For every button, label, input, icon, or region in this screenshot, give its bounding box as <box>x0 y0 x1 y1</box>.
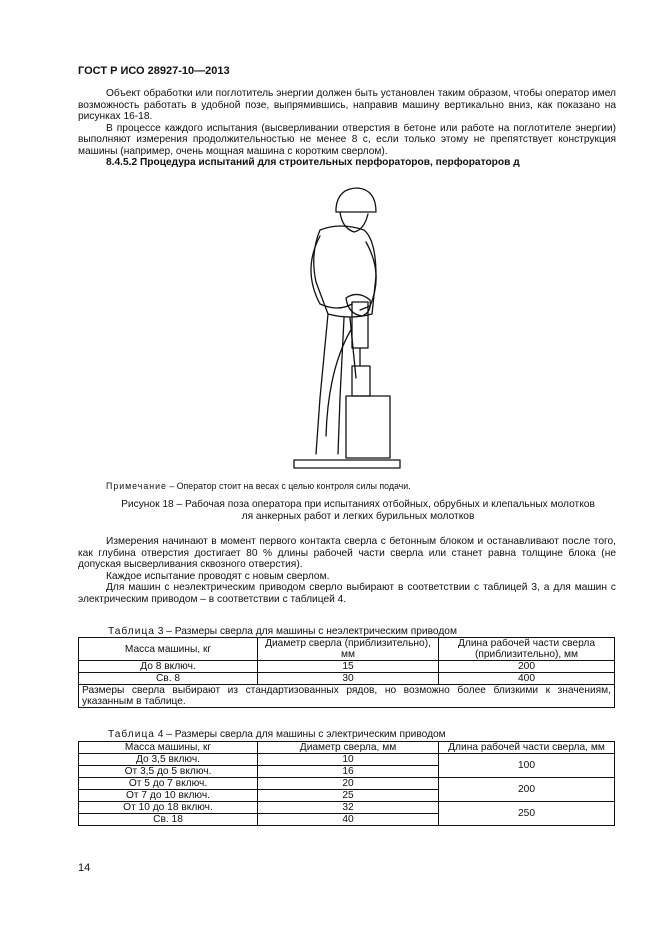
table3-footnote: Размеры сверла выбирают из стандартизованных рядов, но возможно более близкими к значениям, указанным в таблице. <box>79 685 615 708</box>
table-header-cell: Диаметр сверла (приблизительно), мм <box>258 638 439 661</box>
intro-section <box>78 88 616 169</box>
operator-figure <box>280 178 410 478</box>
table-cell-merged: 100 <box>439 754 615 778</box>
caption-line-2: ля анкерных работ и легких бурильных молотков <box>241 511 475 522</box>
table-cell: До 8 включ. <box>79 661 258 673</box>
caption-line-1: Рисунок 18 – Рабочая поза оператора при испытаниях отбойных, обрубных и клепальных молотков <box>121 499 595 510</box>
table-cell: Св. 18 <box>79 814 258 826</box>
page-number: 14 <box>78 862 91 874</box>
intro-paragraph-2: В процессе каждого испытания (высверливании отверстия в бетоне или работе на поглотителе энергии) выполняют измерения продолжительностью не менее 8 с, если только этому не препятствует конструкция машины (например, очень мощная машина с коротким сверлом). <box>78 122 616 157</box>
table-header-cell: Длина рабочей части сверла, мм <box>439 742 615 754</box>
body-paragraph-3: Для машин с неэлектрическим приводом сверло выбирают в соответствии с таблицей 3, а для машин с электрическим приводом – в соответствии с таблицей 4. <box>78 582 616 605</box>
table-cell: 25 <box>258 790 439 802</box>
table-cell: 20 <box>258 778 439 790</box>
table-cell: 16 <box>258 766 439 778</box>
drill-body <box>352 302 368 348</box>
head <box>340 212 368 232</box>
legs <box>316 314 356 454</box>
scale-platform <box>294 460 400 468</box>
table-cell: 32 <box>258 802 439 814</box>
section-heading: 8.4.5.2 Процедура испытаний для строительных перфораторов, перфораторов д <box>106 157 520 168</box>
table-row <box>79 778 615 790</box>
table-row <box>79 673 615 685</box>
table-cell: 400 <box>439 673 615 685</box>
table-row <box>79 802 615 814</box>
operator-drawing <box>280 178 410 478</box>
torso <box>314 226 376 317</box>
note-text: – Оператор стоит на весах с целью контроля силы подачи. <box>166 481 411 491</box>
body-section <box>78 536 616 605</box>
body-paragraph-2: Каждое испытание проводят с новым сверлом. <box>106 570 330 582</box>
figure-caption <box>78 499 638 523</box>
table-header-cell: Масса машины, кг <box>79 742 258 754</box>
table3-caption <box>108 626 457 637</box>
table-cell: 15 <box>258 661 439 673</box>
table3-title: 3 – Размеры сверла для машины с неэлектрическим приводом <box>154 626 457 637</box>
table4-label: Таблица <box>108 729 155 740</box>
table-cell: Св. 8 <box>79 673 258 685</box>
table-cell-merged: 200 <box>439 778 615 802</box>
table-row <box>79 754 615 766</box>
table-footnote-row <box>79 685 615 708</box>
table-cell: До 3,5 включ. <box>79 754 258 766</box>
table-header-row <box>79 742 615 754</box>
concrete-block-base <box>346 396 390 458</box>
table-cell: От 5 до 7 включ. <box>79 778 258 790</box>
left-arm <box>311 236 352 308</box>
table4-caption <box>108 729 446 740</box>
figure-note <box>106 481 411 491</box>
body-paragraph-1: Измерения начинают в момент первого контакта сверла с бетонным блоком и останавливают после того, как глубина отверстия достигает 80 % длины рабочей части сверла или станет равна толщине блока (не допуская высверливания сквозного отверстия). <box>78 536 616 570</box>
note-label: Примечание <box>106 481 167 491</box>
table-3 <box>78 637 615 708</box>
table-cell-merged: 250 <box>439 802 615 826</box>
document-header: ГОСТ Р ИСО 28927-10—2013 <box>78 65 230 77</box>
table-cell: От 3,5 до 5 включ. <box>79 766 258 778</box>
table-cell: 40 <box>258 814 439 826</box>
intro-paragraph-1: Объект обработки или поглотитель энергии должен быть установлен таким образом, чтобы оператор имел возможность работать в удобной позе, выпрямившись, направив машину вертикально вниз, как показано на рисунках 16-18. <box>78 88 616 122</box>
table-header-cell: Диаметр сверла, мм <box>258 742 439 754</box>
table-cell: От 7 до 10 включ. <box>79 790 258 802</box>
table-header-cell: Длина рабочей части сверла (приблизительно), мм <box>439 638 615 661</box>
table-cell: 10 <box>258 754 439 766</box>
table3-label: Таблица <box>108 626 155 637</box>
table-header-row <box>79 638 615 661</box>
table-header-cell: Масса машины, кг <box>79 638 258 661</box>
table-cell: От 10 до 18 включ. <box>79 802 258 814</box>
table-4 <box>78 741 615 826</box>
table-row <box>79 661 615 673</box>
helmet <box>336 188 376 212</box>
table-cell: 30 <box>258 673 439 685</box>
table-cell: 200 <box>439 661 615 673</box>
table4-title: 4 – Размеры сверла для машины с электрическим приводом <box>154 729 446 740</box>
